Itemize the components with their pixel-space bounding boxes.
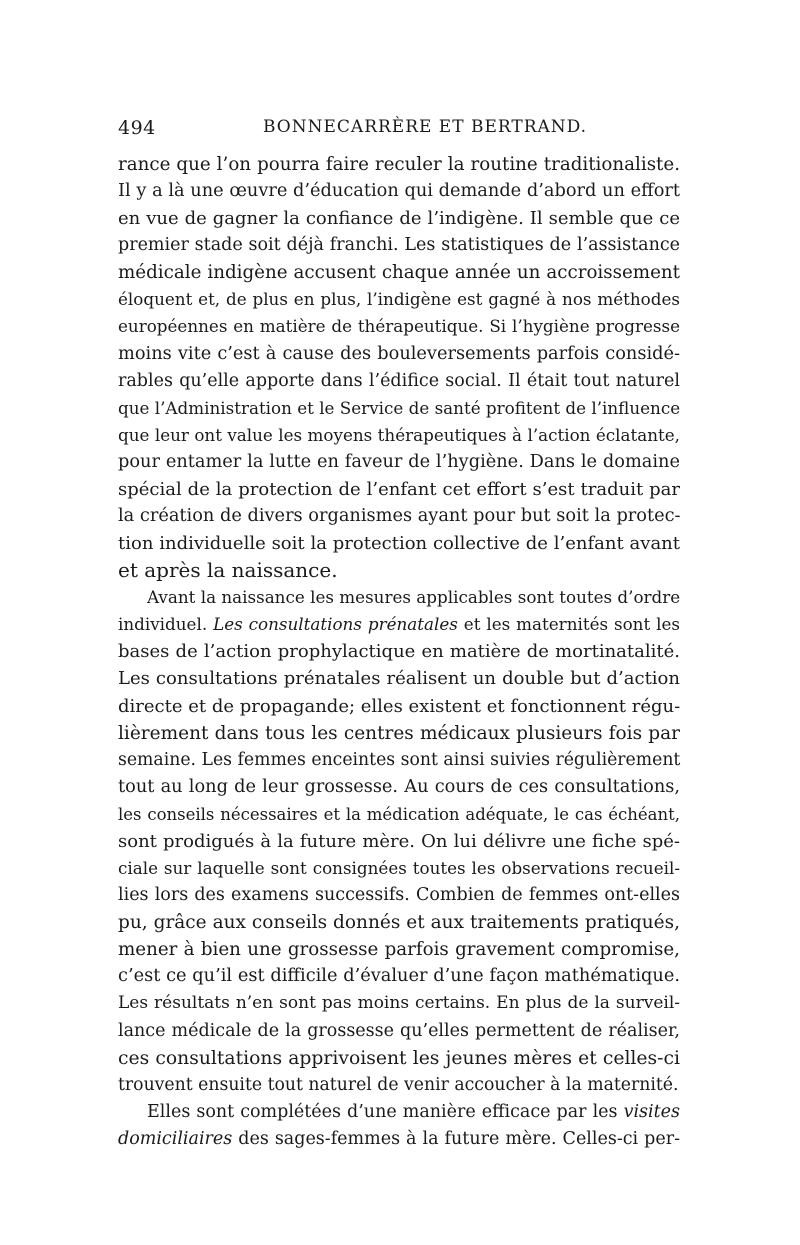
italic-term: domiciliaires bbox=[118, 1128, 233, 1149]
italic-term: Les consultations prénatales bbox=[213, 614, 458, 635]
text-line: Avant la naissance les mesures applicables sont toutes d’ordre bbox=[147, 587, 681, 608]
text-segment: individuel. bbox=[118, 614, 208, 635]
text-line: mener à bien une grossesse parfois gravement compromise, bbox=[118, 939, 680, 961]
text-segment: Elles sont complétées d’une manière efficace par les bbox=[147, 1101, 618, 1122]
text-line: moins vite c’est à cause des bouleversements parfois considé- bbox=[118, 343, 680, 364]
text-line: européennes en matière de thérapeutique. Si l’hygiène progresse bbox=[118, 316, 680, 337]
text-line: spécial de la protection de l’enfant cet effort s’est traduit par bbox=[118, 478, 680, 500]
text-line: Les consultations prénatales réalisent un double but d’action bbox=[118, 668, 680, 690]
text-line: que leur ont value les moyens thérapeutiques à l’action éclatante, bbox=[118, 424, 680, 445]
italic-term: visites bbox=[623, 1101, 680, 1122]
text-line: lance médicale de la grossesse qu’elles permettent de réaliser, bbox=[118, 1020, 680, 1041]
text-line-mixed bbox=[118, 1099, 680, 1126]
text-segment: et les maternités sont les bbox=[463, 614, 681, 635]
text-line: Il y a là une œuvre d’éducation qui demande d’abord un effort bbox=[118, 181, 680, 202]
text-line: rables qu’elle apporte dans l’édifice social. Il était tout naturel bbox=[118, 370, 680, 391]
text-segment: des sages-femmes à la future mère. Celles-ci per- bbox=[238, 1128, 680, 1149]
text-line: rance que l’on pourra faire reculer la routine traditionaliste. bbox=[118, 154, 680, 175]
text-line: les conseils nécessaires et la médication adéquate, le cas échéant, bbox=[118, 804, 680, 824]
text-line: lies lors des examens successifs. Combien de femmes ont-elles bbox=[118, 885, 680, 906]
text-line: ciale sur laquelle sont consignées toutes les observations recueil- bbox=[118, 858, 680, 879]
text-line: sont prodigués à la future mère. On lui délivre une fiche spé- bbox=[118, 830, 680, 852]
text-line: éloquent et, de plus en plus, l’indigène est gagné à nos méthodes bbox=[118, 289, 680, 310]
text-line: semaine. Les femmes enceintes sont ainsi suivies régulièrement bbox=[118, 749, 681, 770]
text-line: premier stade soit déjà franchi. Les statistiques de l’assistance bbox=[118, 235, 680, 256]
text-line: trouvent ensuite tout naturel de venir accoucher à la maternité. bbox=[118, 1074, 679, 1095]
text-line-mixed bbox=[118, 611, 680, 638]
text-line: en vue de gagner la confiance de l’indigène. Il semble que ce bbox=[118, 208, 680, 230]
text-line: c’est ce qu’il est difficile d’évaluer d’une façon mathématique. bbox=[118, 966, 680, 987]
text-line: bases de l’action prophylactique en matière de mortinatalité. bbox=[118, 641, 680, 663]
text-line: la création de divers organismes ayant pour but soit la protec- bbox=[118, 506, 681, 527]
page-body bbox=[118, 151, 680, 1153]
running-title: BONNECARRÈRE ET BERTRAND. bbox=[263, 117, 588, 137]
text-line-mixed bbox=[118, 1126, 680, 1153]
text-line: médicale indigène accusent chaque année un accroissement bbox=[118, 262, 680, 284]
text-line: et après la naissance. bbox=[118, 558, 338, 583]
text-line: Les résultats n’en sont pas moins certains. En plus de la surveil- bbox=[118, 993, 680, 1014]
text-line: lièrement dans tous les centres médicaux plusieurs fois par bbox=[118, 722, 680, 744]
text-line: tion individuelle soit la protection collective de l’enfant avant bbox=[118, 533, 680, 555]
text-line: pu, grâce aux conseils donnés et aux traitements pratiqués, bbox=[118, 912, 680, 934]
text-line: ces consultations apprivoisent les jeunes mères et celles-ci bbox=[118, 1047, 680, 1069]
text-line: que l’Administration et le Service de santé profitent de l’influence bbox=[118, 397, 681, 418]
text-line: directe et de propagande; elles existent et fonctionnent régu- bbox=[118, 695, 681, 717]
text-line: tout au long de leur grossesse. Au cours de ces consultations, bbox=[118, 776, 680, 797]
page-number: 494 bbox=[118, 117, 156, 139]
text-line: pour entamer la lutte en faveur de l’hygiène. Dans le domaine bbox=[118, 451, 680, 472]
